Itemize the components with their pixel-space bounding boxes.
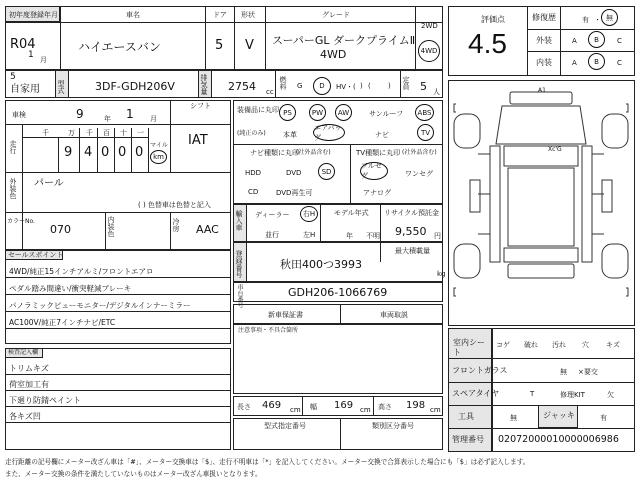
max-load-kg: kg bbox=[437, 270, 446, 278]
tv-type-sub: (社外品含む) bbox=[402, 149, 437, 156]
import-right-h-text: 右H bbox=[302, 210, 316, 218]
drive-4wd: 4WD bbox=[420, 47, 438, 55]
notes-label: 注意事項・不具合箇所 bbox=[238, 327, 299, 334]
seat-tear: 破れ bbox=[524, 341, 538, 349]
length-unit: cm bbox=[290, 406, 301, 414]
navi-dvd-play: DVD再生可 bbox=[276, 189, 313, 197]
grade: スーパーGL ダークプライムⅡ bbox=[272, 34, 416, 47]
exterior-c: C bbox=[617, 37, 622, 45]
tv-analog: アナログ bbox=[363, 189, 391, 197]
car-name-label: 車名 bbox=[126, 11, 140, 19]
model-label: 型式 bbox=[57, 80, 65, 94]
inspector-item-3: 下廻り防錆ペイント bbox=[9, 396, 81, 405]
spare-kit: 修理KIT bbox=[560, 391, 585, 399]
interior-c: C bbox=[617, 59, 622, 67]
footer-line-2: また、メーター交換の条件を満たしていないものはメーター改ざん車扱いとなります。 bbox=[5, 470, 262, 478]
car-name: ハイエースバン bbox=[78, 40, 161, 54]
model-year-unknown: 不明 bbox=[366, 232, 380, 240]
sales-item-4: AC100V/純正7インチナビ/ETC bbox=[9, 318, 116, 327]
height-value: 198 bbox=[406, 400, 426, 411]
tv-fullseg-text: フルセグ bbox=[361, 162, 382, 180]
equip-ps-text: PS bbox=[283, 108, 292, 117]
navi-dvd: DVD bbox=[286, 169, 302, 177]
navi-cd: CD bbox=[248, 188, 259, 196]
inspector-label: 検査記入欄 bbox=[8, 349, 39, 356]
inspection-month-unit: 月 bbox=[150, 115, 157, 123]
drive-4wd-circle bbox=[418, 40, 440, 62]
mileage-unit-2: 万 bbox=[68, 129, 75, 137]
inspector-item-2: 荷室加工有 bbox=[9, 380, 49, 389]
sales-label: セールスポイント bbox=[8, 251, 64, 259]
equip-pw bbox=[309, 104, 326, 121]
warranty-label: 新車保証書 bbox=[268, 311, 303, 319]
mgmt-label: 管理番号 bbox=[452, 435, 484, 444]
roof bbox=[508, 168, 574, 246]
wheel-rl bbox=[454, 244, 480, 278]
tv-fullseg bbox=[360, 162, 388, 180]
class-label: 類別区分番号 bbox=[372, 422, 414, 430]
width-value: 169 bbox=[334, 400, 354, 411]
vin-label: 車台番号 bbox=[236, 284, 243, 308]
seat-dirt: 汚れ bbox=[552, 341, 566, 349]
doors: 5 bbox=[215, 38, 224, 53]
jack-label: ジャッキ bbox=[543, 411, 575, 420]
interior-color-label: 内装色 bbox=[107, 216, 115, 237]
diagram-mark: Xc'G bbox=[548, 146, 562, 153]
interior-b: B bbox=[594, 57, 599, 66]
rear-glass bbox=[504, 248, 578, 262]
mileage-digit-3: 0 bbox=[101, 145, 110, 160]
reg-year-label: 初年度登録年月 bbox=[9, 11, 58, 19]
capacity-label: 定員 bbox=[402, 76, 410, 90]
jack-value: 有 bbox=[600, 414, 607, 422]
interior-b-circle bbox=[588, 53, 605, 70]
inspector-item-1: トリムキズ bbox=[9, 364, 49, 373]
interior-seat-label: 室内シート bbox=[453, 338, 485, 357]
repair-dot: ・ bbox=[594, 16, 601, 24]
sales-box bbox=[5, 250, 231, 344]
equip-navi: ナビ bbox=[375, 131, 389, 139]
length-label: 長さ bbox=[237, 403, 251, 411]
equip-airbag-circle bbox=[313, 124, 345, 141]
mark-rr bbox=[626, 288, 628, 296]
mileage-unit-5: 十 bbox=[120, 129, 127, 137]
wheel-rr bbox=[602, 244, 628, 278]
exterior-label: 外装 bbox=[536, 36, 552, 45]
tv-oneseg: ワンセグ bbox=[405, 170, 433, 178]
navi-type-label: ナビ種類に丸印 bbox=[250, 149, 299, 157]
eval-label: 評価点 bbox=[481, 15, 505, 24]
fuel-hv-close: ) bbox=[360, 82, 363, 90]
windshield bbox=[504, 146, 578, 166]
exterior-b: B bbox=[594, 35, 599, 44]
row2-box bbox=[5, 70, 443, 98]
mark-fr bbox=[626, 104, 628, 112]
sales-item-2: ペダル踏み間違い/衝突軽減ブレーキ bbox=[9, 284, 132, 293]
interior-label: 内装 bbox=[536, 58, 552, 67]
model-year-unit: 年 bbox=[346, 232, 353, 240]
ac-label: 冷房 bbox=[172, 218, 180, 232]
seat-scratch: キズ bbox=[606, 341, 620, 349]
equipment-label: 装備品に丸印 bbox=[237, 106, 279, 114]
width-label: 幅 bbox=[310, 403, 317, 411]
equip-abs bbox=[415, 104, 434, 121]
mileage-digit-2: 4 bbox=[84, 145, 93, 160]
repair-label: 修復歴 bbox=[532, 13, 556, 22]
mileage-km: km bbox=[153, 153, 164, 161]
ac-value: AAC bbox=[196, 223, 219, 236]
equip-aw-text: AW bbox=[337, 108, 350, 117]
fuel-other-close: ) bbox=[388, 82, 391, 90]
mgmt-value: 02072000010000006986 bbox=[498, 434, 619, 445]
spare-t: T bbox=[530, 390, 535, 398]
fuel-d-circle bbox=[313, 77, 331, 95]
model-year-label: モデル年式 bbox=[334, 209, 369, 217]
equip-tv bbox=[417, 124, 434, 141]
color-label: 外装色 bbox=[9, 178, 17, 199]
sales-item-3: パノラミックビューモニター/デジタルインナーミラー bbox=[9, 301, 191, 310]
fuel-g: G bbox=[297, 82, 303, 90]
equip-tv-text: TV bbox=[420, 128, 431, 137]
docs-box bbox=[233, 304, 443, 324]
color-value: パール bbox=[34, 178, 64, 189]
repair-no: 無 bbox=[606, 13, 613, 22]
equipment-sublabel: (純正のみ) bbox=[237, 130, 266, 137]
height-unit: cm bbox=[430, 406, 441, 414]
glass-replace: ×要交 bbox=[578, 368, 598, 376]
reg-number: 秋田400つ3993 bbox=[280, 258, 362, 271]
navi-hdd: HDD bbox=[245, 169, 262, 177]
mileage-unit-3: 千 bbox=[86, 129, 93, 137]
navi-type-sub: (社外品含む) bbox=[296, 149, 331, 156]
eval-score: 4.5 bbox=[468, 28, 507, 59]
seat-burn: コゲ bbox=[496, 341, 510, 349]
navi-sd bbox=[318, 163, 335, 180]
import-right-h bbox=[300, 206, 318, 222]
sales-item-1: 4WD/純正15インチアルミ/フロントエアロ bbox=[9, 267, 154, 276]
rear-bumper bbox=[508, 264, 574, 278]
mileage-digit-4: 0 bbox=[118, 145, 127, 160]
inspection-year-unit: 年 bbox=[104, 115, 111, 123]
cc-unit: cc bbox=[266, 88, 274, 96]
mileage-digit-5: 0 bbox=[135, 145, 144, 160]
drive-label: 2WD bbox=[421, 22, 438, 30]
mark-rl bbox=[454, 288, 456, 296]
glass-none: 無 bbox=[560, 368, 567, 376]
equip-airbag: エアバッグ bbox=[314, 123, 342, 142]
grade-label: グレード bbox=[322, 11, 350, 19]
doors-label: ドア bbox=[213, 11, 227, 19]
diagram-a1: A1 bbox=[538, 87, 546, 94]
equip-abs-text: ABS bbox=[417, 108, 432, 117]
import-left-h: 左H bbox=[303, 231, 316, 239]
fuel-label: 燃料 bbox=[279, 76, 287, 90]
shift-label: シフト bbox=[190, 102, 211, 110]
right-side bbox=[582, 146, 592, 262]
exterior-a: A bbox=[572, 37, 577, 45]
tv-type-label: TV種類に丸印 bbox=[356, 149, 401, 157]
plate-digit: 5 bbox=[10, 72, 16, 82]
manual-label: 車両取説 bbox=[380, 311, 408, 319]
import-parallel: 並行 bbox=[265, 231, 279, 239]
mileage-label: 走行 bbox=[9, 140, 17, 154]
wheel-fr bbox=[602, 114, 628, 148]
import-dealer: ディーラー bbox=[255, 211, 290, 219]
displacement: 2754 bbox=[228, 80, 256, 93]
navi-sd-text: SD bbox=[321, 167, 332, 176]
hood bbox=[496, 106, 586, 144]
exterior-b-circle bbox=[588, 31, 605, 48]
spare-label: スペアタイヤ bbox=[452, 389, 500, 398]
shape-label: 形状 bbox=[241, 11, 255, 19]
glass-label: フロントガラス bbox=[452, 366, 508, 375]
inspection-year: 9 bbox=[76, 107, 84, 121]
equip-aw bbox=[335, 104, 352, 121]
grade-sub: 4WD bbox=[320, 48, 347, 61]
displacement-label: 排気量 bbox=[200, 74, 208, 95]
wheel-fl bbox=[454, 114, 480, 148]
mileage-unit-6: 一 bbox=[137, 129, 144, 137]
length-value: 469 bbox=[262, 400, 282, 411]
recycle-value: 9,550 bbox=[395, 225, 427, 238]
right-pillar bbox=[602, 180, 612, 212]
color-code-label: カラーNo. bbox=[7, 218, 35, 225]
equip-ps bbox=[279, 104, 296, 121]
color-note: ( ) 色替車は色替と記入 bbox=[138, 201, 211, 209]
equip-pw-text: PW bbox=[311, 108, 324, 117]
tools-label: 工具 bbox=[458, 412, 474, 421]
import-label: 輸入車 bbox=[235, 210, 243, 231]
fuel-d: D bbox=[319, 82, 325, 90]
mileage-km-circle bbox=[150, 150, 167, 164]
usage: 自家用 bbox=[10, 84, 40, 95]
equip-leather: 本革 bbox=[283, 131, 297, 139]
color-code: 070 bbox=[50, 223, 71, 236]
car-diagram bbox=[450, 84, 633, 324]
mileage-unit-1: 千 bbox=[42, 129, 49, 137]
mileage-mile: マイル bbox=[150, 142, 168, 149]
fuel-hv: HV・( bbox=[336, 83, 356, 91]
max-load-label: 最大積載量 bbox=[395, 247, 430, 255]
interior-a: A bbox=[572, 59, 577, 67]
repair-no-circle bbox=[601, 9, 618, 26]
tools-value: 無 bbox=[510, 414, 517, 422]
height-label: 高さ bbox=[378, 403, 392, 411]
reg-month-unit: 月 bbox=[40, 56, 47, 64]
shape: V bbox=[245, 38, 254, 53]
seat-hole: 穴 bbox=[582, 341, 589, 349]
shift: IAT bbox=[188, 133, 208, 148]
mileage-unit-4: 百 bbox=[103, 129, 110, 137]
left-side bbox=[490, 146, 500, 262]
reg-label: 登録番号 bbox=[235, 250, 243, 278]
capacity: 5 bbox=[420, 80, 427, 93]
footer-line-1: 走行距離の記号欄にメーター改ざん車は「#」、メーター交換車は「$」、走行不明車は「*」を記入してください。メーター交換で合算表示した場合にも「$」は必ず記入します。 bbox=[5, 458, 530, 466]
model: 3DF-GDH206V bbox=[95, 80, 175, 93]
width-unit: cm bbox=[360, 406, 371, 414]
left-pillar bbox=[470, 180, 480, 212]
person-unit: 人 bbox=[433, 88, 440, 96]
spare-missing: 欠 bbox=[607, 391, 614, 399]
vin: GDH206-1066769 bbox=[288, 286, 388, 299]
recycle-yen: 円 bbox=[434, 232, 441, 240]
type-label: 型式指定番号 bbox=[264, 422, 306, 430]
mark-fl bbox=[454, 104, 456, 112]
equip-sunroof: サンルーフ bbox=[369, 110, 404, 118]
reg-month: 1 bbox=[28, 50, 34, 60]
fuel-other-open: ( bbox=[368, 82, 371, 90]
inspection-label: 車検 bbox=[12, 111, 26, 119]
recycle-label: リサイクル預託金 bbox=[384, 209, 440, 217]
mileage-digit-1: 9 bbox=[64, 145, 73, 160]
reg-year: R04 bbox=[10, 37, 36, 52]
inspection-month: 1 bbox=[126, 107, 134, 121]
inspector-item-4: 各キズ凹 bbox=[9, 412, 41, 421]
repair-yes: 有 bbox=[582, 16, 589, 24]
